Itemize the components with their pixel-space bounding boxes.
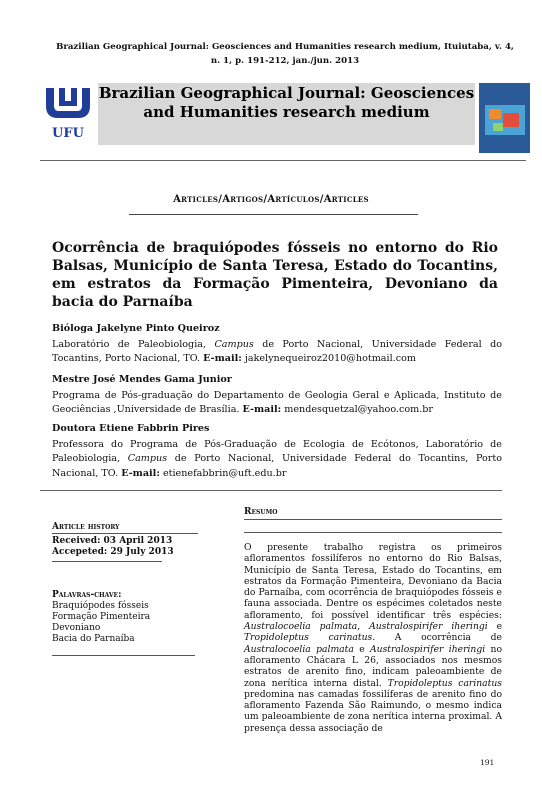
email-label: E-mail: bbox=[121, 467, 160, 479]
resumo-divider-bottom bbox=[244, 532, 502, 533]
journal-cover-thumbnail bbox=[479, 83, 530, 153]
citation-line-1: Brazilian Geographical Journal: Geosciences and Humanities research medium, Ituiutaba, v. 4, bbox=[56, 42, 514, 52]
author-name: Bióloga Jakelyne Pinto Queiroz bbox=[52, 323, 220, 334]
author-affiliation: Programa de Pós-graduação do Departamento de Geologia Geral e Aplicada, Instituto de Geociências ,Universidade de Brasília. bbox=[52, 389, 502, 415]
resumo-text-part: e bbox=[487, 621, 503, 633]
author-email[interactable]: mendesquetzal@yahoo.com.br bbox=[284, 404, 434, 415]
author-block bbox=[52, 322, 502, 367]
keyword-item: Bacia do Parnaíba bbox=[52, 634, 135, 644]
history-heading: Article history bbox=[52, 522, 120, 532]
author-name: Doutora Etiene Fabbrin Pires bbox=[52, 423, 210, 434]
page-number: 191 bbox=[480, 758, 495, 767]
author-block bbox=[52, 373, 502, 418]
keywords-block bbox=[52, 590, 198, 645]
section-heading: Articles/Artigos/Artículos/Articles bbox=[173, 194, 369, 205]
keyword-item: Formação Pimenteira bbox=[52, 612, 151, 622]
resumo-text-part: no afloramento Chácara L 26, associados nos mesmos estratos de arenito fino, indicam paleoambiente de zona nerítica interna distal. bbox=[244, 643, 502, 689]
cover-image-icon bbox=[479, 83, 530, 153]
article-title: Ocorrência de braquiópodes fósseis no entorno do Rio Balsas, Município de Santa Teresa, Estado do Tocantins, em estratos da Formação Pimenteira, Devoniano da bacia do Parnaíba bbox=[52, 240, 498, 310]
species-name: Tropidoleptus carinatus bbox=[387, 677, 502, 689]
history-dates bbox=[52, 536, 198, 558]
author-affiliation: de Porto Nacional, Universidade Federal do Tocantins, Porto Nacional, TO. bbox=[52, 453, 502, 479]
author-name: Mestre José Mendes Gama Junior bbox=[52, 374, 232, 385]
author-block bbox=[52, 422, 502, 481]
resumo-text-part: . A ocorrência de bbox=[372, 632, 502, 644]
accepted-date: Accepeted: 29 July 2013 bbox=[52, 547, 174, 557]
author-affiliation: de Porto Nacional, Universidade Federal do Tocantins, Porto Nacional, TO. bbox=[52, 338, 502, 364]
resumo-heading: Resumo bbox=[244, 507, 278, 517]
journal-citation bbox=[50, 40, 520, 68]
logo-text: UFU bbox=[52, 126, 84, 141]
article-history bbox=[52, 522, 198, 533]
received-date: Received: 03 April 2013 bbox=[52, 536, 173, 546]
resumo-text-part: e bbox=[353, 643, 371, 655]
resumo-divider-top bbox=[244, 519, 502, 520]
keyword-item: Braquiópodes fósseis bbox=[52, 601, 149, 611]
resumo-text bbox=[244, 542, 502, 734]
species-name: Tropidoleptus carinatus bbox=[244, 632, 373, 644]
species-name: Australospirifer iheringi bbox=[369, 621, 488, 633]
author-email[interactable]: etienefabbrin@uft.edu.br bbox=[162, 467, 287, 479]
author-affiliation: Laboratório de Paleobiologia, bbox=[52, 338, 215, 350]
keyword-item: Devoniano bbox=[52, 623, 101, 633]
citation-line-2: n. 1, p. 191-212, jan./jun. 2013 bbox=[210, 56, 360, 66]
resumo-text-part: O presente trabalho registra os primeiros afloramentos fossilíferos no entorno do Rio Balsas, Município de Santa Teresa, Estado do Tocantins, em estratos da Formação Pimenteira, Devoniano da Bacia do Parnaíba, com ocorrência de braquiópodes fósseis e fauna associada. Dentre os espécimes coletados neste afloramento, foi possível identificar três espécies: bbox=[244, 542, 502, 621]
resumo-text-part: , bbox=[357, 621, 370, 633]
author-affiliation-italic: Campus bbox=[127, 453, 168, 464]
journal-title: Brazilian Geographical Journal: Geosciences and Humanities research medium bbox=[98, 84, 475, 121]
header-divider bbox=[40, 160, 526, 161]
species-name: Australospirifer iheringi bbox=[370, 643, 486, 655]
section-divider bbox=[129, 214, 418, 215]
history-bottom-divider bbox=[52, 561, 162, 562]
author-affiliation: Professora do Programa de Pós-Graduação de Ecologia de Ecótonos, Laboratório de Paleobiologia, bbox=[52, 438, 502, 464]
keywords-divider bbox=[52, 655, 195, 656]
species-name: Australocoelia palmata bbox=[244, 621, 358, 633]
author-affiliation-italic: Campus bbox=[214, 338, 254, 350]
ufu-logo bbox=[40, 84, 96, 146]
body-divider bbox=[40, 490, 502, 491]
email-label: E-mail: bbox=[242, 404, 282, 415]
email-label: E-mail: bbox=[203, 353, 242, 364]
keywords-heading: Palavras-chave: bbox=[52, 590, 122, 600]
resumo-text-part: predomina nas camadas fossilíferas de arenito fino do afloramento Fazenda São Raimundo, o mesmo indica um paleoambiente de zona nerítica interna proximal. A presença dessa associação de bbox=[244, 688, 502, 734]
author-email[interactable]: jakelynequeiroz2010@hotmail.com bbox=[244, 353, 416, 364]
species-name: Australocoelia palmata bbox=[244, 643, 354, 655]
history-divider bbox=[52, 533, 198, 534]
